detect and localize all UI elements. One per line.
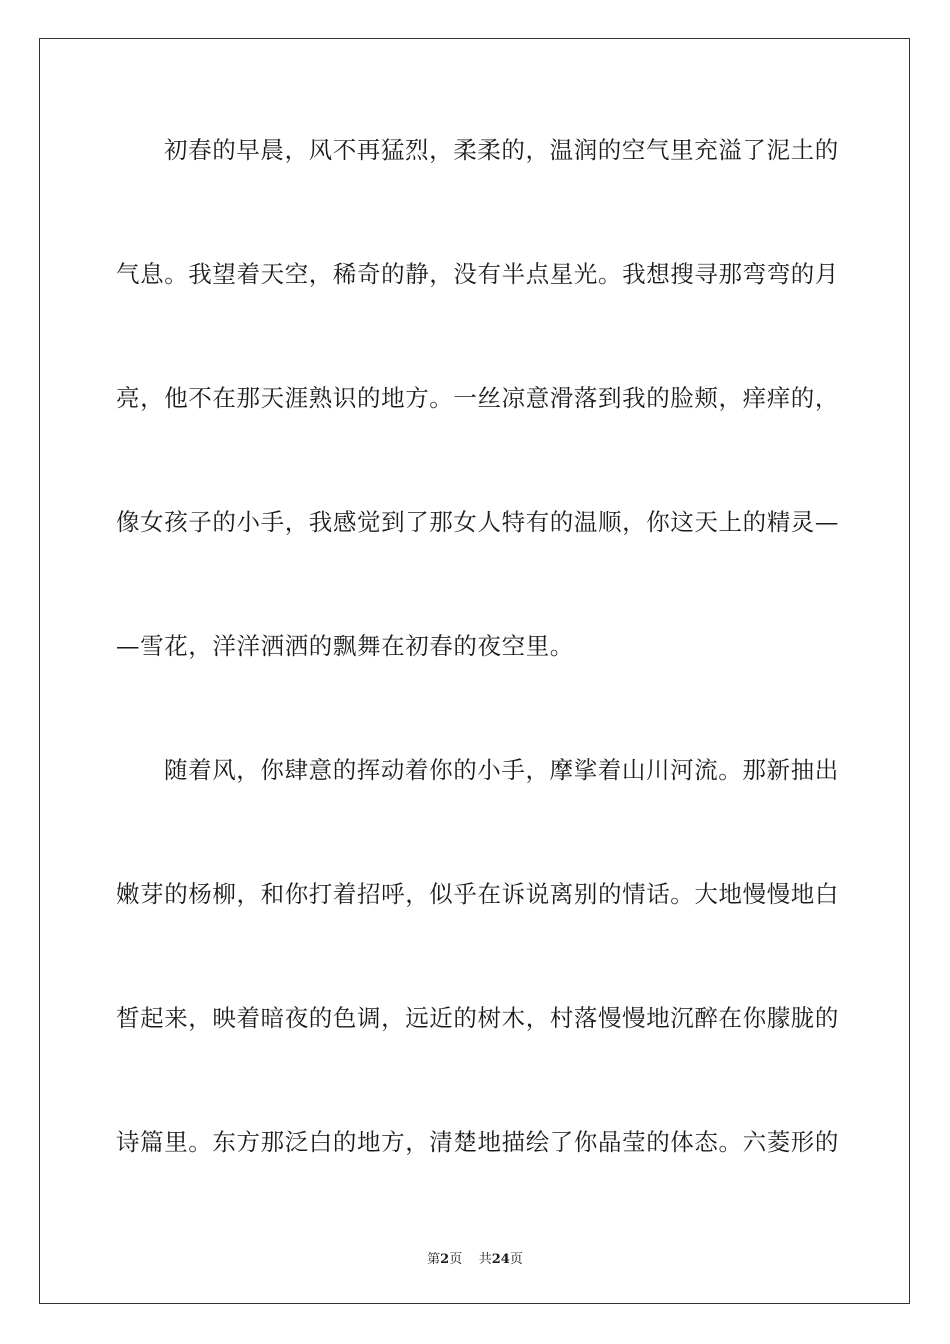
paragraph-line: 诗篇里。东方那泛白的地方，清楚地描绘了你晶莹的体态。六菱形的 bbox=[116, 1128, 839, 1156]
paragraph-line: 像女孩子的小手，我感觉到了那女人特有的温顺，你这天上的精灵— bbox=[116, 508, 839, 536]
page-border bbox=[39, 38, 910, 1304]
paragraph-line: 皙起来，映着暗夜的色调，远近的树木，村落慢慢地沉醉在你朦胧的 bbox=[116, 1004, 839, 1032]
page-number: 2 bbox=[440, 1252, 450, 1267]
total-prefix: 共 bbox=[478, 1252, 492, 1267]
paragraph-line: 气息。我望着天空，稀奇的静，没有半点星光。我想搜寻那弯弯的月 bbox=[116, 260, 839, 288]
total-pages: 24 bbox=[491, 1252, 510, 1267]
paragraph-line: 随着风，你肆意的挥动着你的小手，摩挲着山川河流。那新抽出 bbox=[164, 756, 839, 784]
total-suffix: 页 bbox=[509, 1252, 523, 1267]
paragraph-line: 亮，他不在那天涯熟识的地方。一丝凉意滑落到我的脸颊，痒痒的， bbox=[116, 384, 839, 412]
paragraph-line: 初春的早晨，风不再猛烈，柔柔的，温润的空气里充溢了泥土的 bbox=[164, 136, 839, 164]
paragraph-line: —雪花，洋洋洒洒的飘舞在初春的夜空里。 bbox=[116, 632, 574, 660]
page-footer bbox=[0, 1248, 950, 1267]
page-suffix: 页 bbox=[449, 1252, 463, 1267]
paragraph-line: 嫩芽的杨柳，和你打着招呼，似乎在诉说离别的情话。大地慢慢地白 bbox=[116, 880, 839, 908]
page-prefix: 第 bbox=[427, 1252, 441, 1267]
